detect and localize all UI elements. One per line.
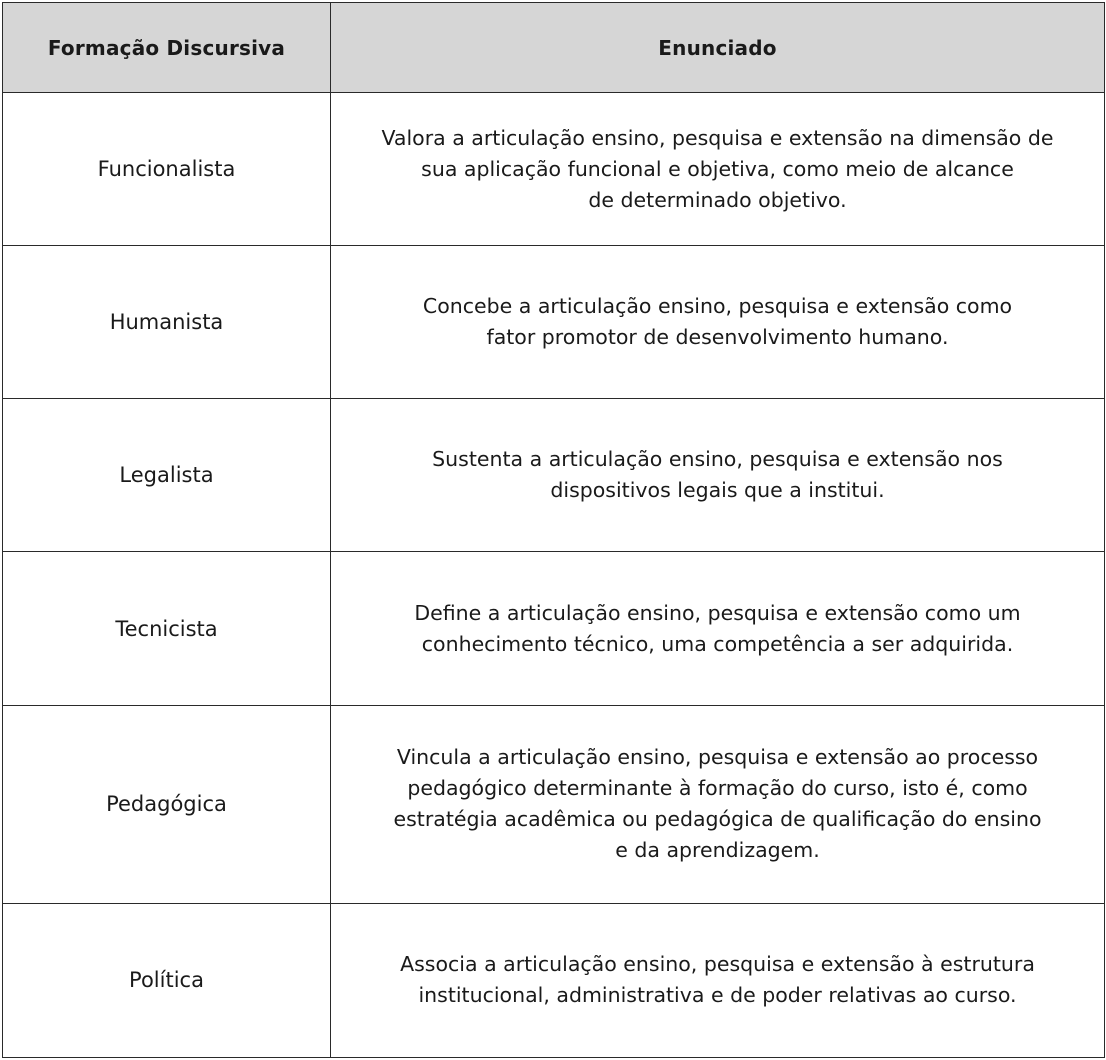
table-header-row [3,3,1105,93]
row-term-pedagogica: Pedagógica [3,705,331,903]
row-term-tecnicista: Tecnicista [3,552,331,705]
row-statement-tecnicista: Define a articulação ensino, pesquisa e extensão como um conhecimento técnico, uma competência a ser adquirida. [331,552,1105,705]
table-row [3,705,1105,903]
row-statement-politica: Associa a articulação ensino, pesquisa e extensão à estrutura institucional, administrativa e de poder relativas ao curso. [331,903,1105,1057]
discursive-formations-table-container [2,2,1104,1058]
table-row [3,903,1105,1057]
table-row [3,399,1105,552]
table-row [3,552,1105,705]
table-row [3,246,1105,399]
row-term-legalista: Legalista [3,399,331,552]
row-statement-legalista: Sustenta a articulação ensino, pesquisa e extensão nos dispositivos legais que a institui. [331,399,1105,552]
row-statement-funcionalista: Valora a articulação ensino, pesquisa e extensão na dimensão de sua aplicação funcional e objetiva, como meio de alcance de determinado objetivo. [331,93,1105,246]
discursive-formations-table [2,2,1105,1058]
row-term-humanista: Humanista [3,246,331,399]
row-term-funcionalista: Funcionalista [3,93,331,246]
table-row [3,93,1105,246]
header-formacao-discursiva: Formação Discursiva [3,3,331,93]
row-statement-humanista: Concebe a articulação ensino, pesquisa e extensão como fator promotor de desenvolvimento humano. [331,246,1105,399]
row-statement-pedagogica: Vincula a articulação ensino, pesquisa e extensão ao processo pedagógico determinante à formação do curso, isto é, como estratégia acadêmica ou pedagógica de qualificação do ensino e da aprendizagem. [331,705,1105,903]
header-enunciado: Enunciado [331,3,1105,93]
row-term-politica: Política [3,903,331,1057]
